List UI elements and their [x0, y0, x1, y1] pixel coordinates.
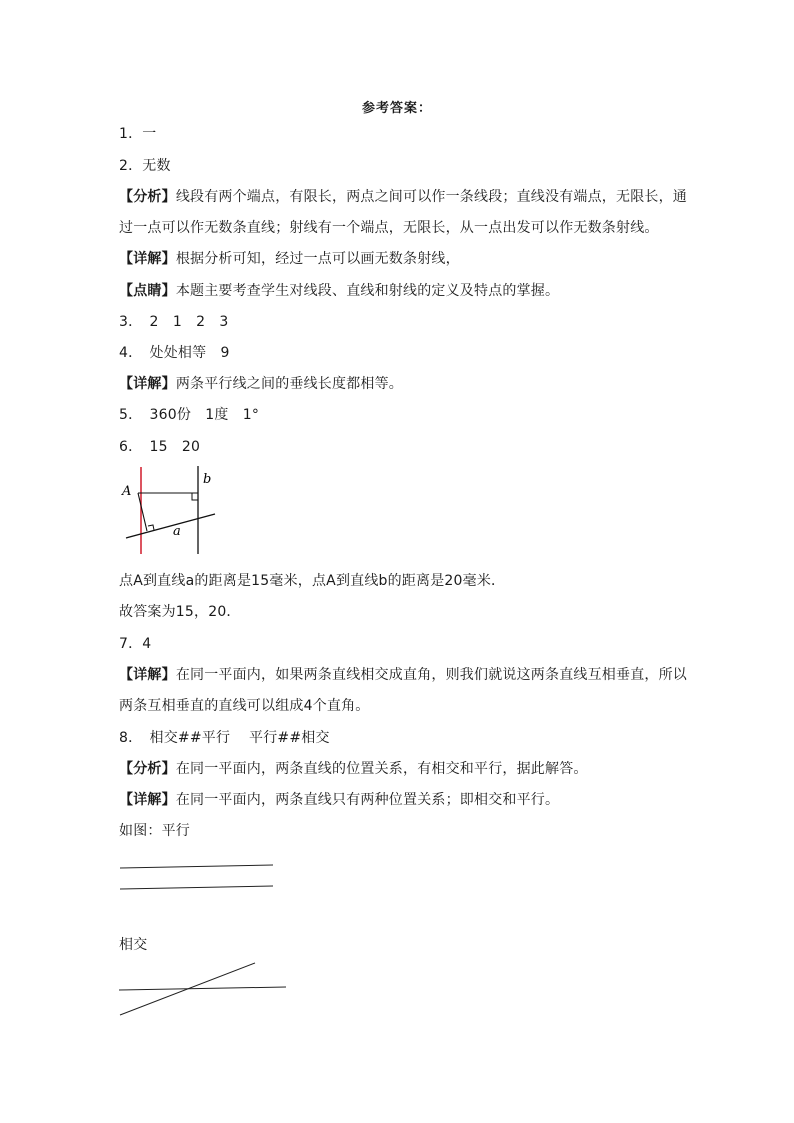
detail-tag: 【详解】 [119, 667, 176, 683]
analysis-text: 线段有两个端点，有限长，两点之间可以作一条线段；直线没有端点，无限长，通 [175, 189, 688, 205]
intersecting-label: 相交 [119, 937, 148, 953]
answer-7-detail-line-1 [119, 665, 687, 685]
answer-7-detail-line-2: 两条互相垂直的直线可以组成4个直角。 [119, 698, 370, 714]
answer-8: 8． 相交##平行 平行##相交 [119, 730, 330, 746]
intersecting-lines-figure [116, 958, 292, 1020]
answer-4: 4． 处处相等 9 [119, 345, 230, 361]
perpendicular-to-a [138, 493, 147, 531]
answer-2-analysis-line-2: 过一点可以作无数条直线；射线有一个端点，无限长，从一点出发可以作无数条射线。 [119, 220, 659, 236]
parallel-lines-figure [116, 858, 278, 894]
analysis-tag: 【分析】 [119, 761, 176, 777]
detail-text: 在同一平面内，如果两条直线相交成直角，则我们就说这两条直线互相垂直，所以 [175, 667, 688, 683]
answer-1: 1．一 [119, 126, 157, 142]
answer-8-figure-intro: 如图：平行 [119, 823, 190, 839]
answer-3: 3． 2 1 2 3 [119, 314, 229, 330]
comment-tag: 【点睛】 [119, 283, 176, 299]
label-b: b [203, 472, 212, 487]
right-angle-mark-b [192, 493, 198, 500]
line-a [126, 514, 215, 538]
detail-tag: 【详解】 [119, 376, 176, 392]
distance-figure [118, 462, 222, 558]
analysis-text: 在同一平面内，两条直线的位置关系，有相交和平行，据此解答。 [175, 761, 588, 777]
answer-2-analysis-line-1 [119, 187, 687, 207]
comment-text: 本题主要考查学生对线段、直线和射线的定义及特点的掌握。 [175, 283, 560, 299]
answer-6-text-1: 点A到直线a的距离是15毫米，点A到直线b的距离是20毫米． [119, 573, 506, 589]
answer-8-detail [119, 790, 559, 810]
right-angle-mark-a [148, 525, 154, 530]
answer-4-detail [119, 374, 403, 394]
detail-text: 根据分析可知，经过一点可以画无数条射线， [175, 251, 460, 267]
parallel-line-top [120, 865, 273, 868]
intersecting-line-diagonal [120, 963, 255, 1015]
answer-6-text-2: 故答案为15，20． [119, 604, 241, 620]
analysis-tag: 【分析】 [119, 189, 176, 205]
answer-2-detail [119, 249, 460, 269]
answer-2: 2．无数 [119, 158, 171, 174]
parallel-line-bottom [120, 886, 273, 889]
answer-8-analysis [119, 759, 588, 779]
detail-text: 两条平行线之间的垂线长度都相等。 [175, 376, 404, 392]
page-title: 参考答案： [361, 101, 432, 116]
answer-7: 7．4 [119, 636, 152, 652]
answer-6: 6． 15 20 [119, 439, 201, 455]
answer-5: 5． 360份 1度 1° [119, 407, 260, 423]
answer-2-comment [119, 281, 559, 301]
label-A: A [122, 484, 132, 499]
detail-tag: 【详解】 [119, 792, 176, 808]
detail-tag: 【详解】 [119, 251, 176, 267]
intersecting-line-horizontal [119, 987, 286, 990]
detail-text: 在同一平面内，两条直线只有两种位置关系；即相交和平行。 [175, 792, 560, 808]
label-a: a [173, 524, 181, 539]
